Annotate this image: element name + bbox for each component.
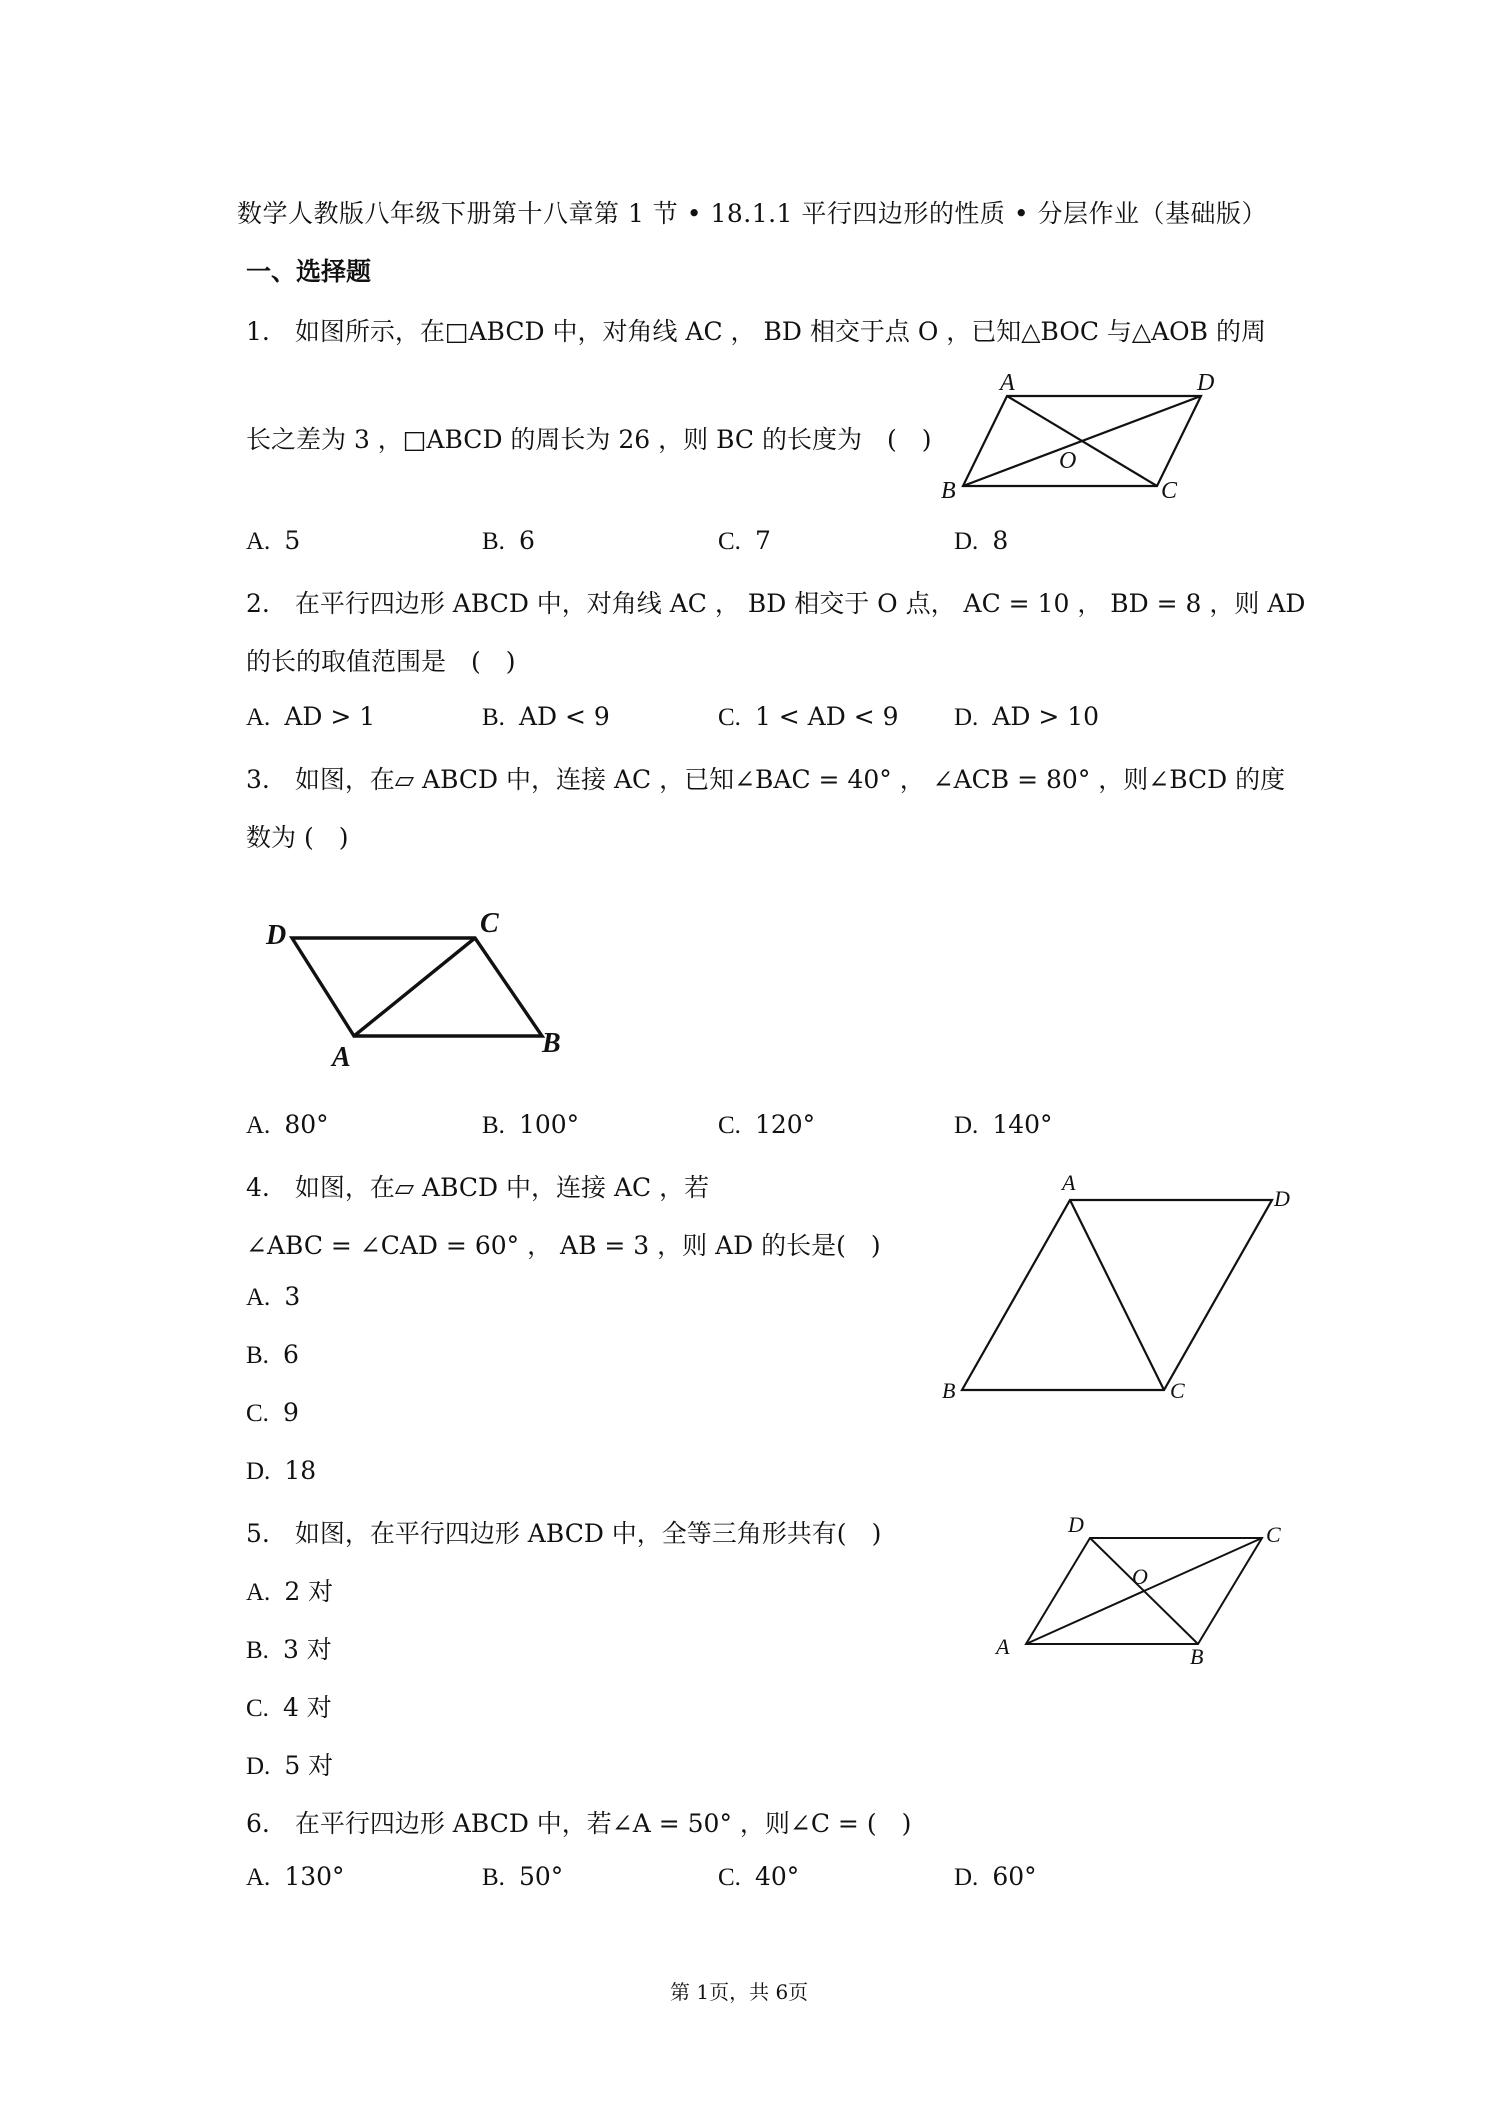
figure-1-label-a: A	[1000, 370, 1015, 396]
figure-5-label-c: C	[1266, 1522, 1281, 1547]
document-title: 数学人教版八年级下册第十八章第 1 节 • 18.1.1 平行四边形的性质 • 分层作业（基础版）	[237, 199, 1268, 228]
option-b[interactable]: B. 3 对	[246, 1635, 332, 1664]
option-a[interactable]: A. 80°	[246, 1110, 329, 1139]
option-b[interactable]: B. 6	[246, 1340, 299, 1369]
question-1-line-2: 长之差为 3 ，□ABCD 的周长为 26 ，则 BC 的长度为 ( )	[246, 425, 932, 454]
figure-3-label-d: D	[266, 920, 287, 951]
page-footer: 第 1页，共 6页	[670, 1980, 809, 2004]
option-d[interactable]: D. 60°	[954, 1862, 1037, 1891]
option-b[interactable]: B. 6	[482, 526, 535, 555]
option-c[interactable]: C. 1 < AD < 9	[718, 702, 899, 731]
figure-1-label-o: O	[1059, 448, 1077, 474]
option-b[interactable]: B. AD < 9	[482, 702, 610, 731]
figure-4-label-d: D	[1274, 1186, 1290, 1211]
figure-3-label-a: A	[332, 1042, 351, 1073]
figure-4-label-c: C	[1170, 1378, 1185, 1400]
figure-4-label-b: B	[942, 1378, 956, 1400]
question-4-line-1: 4. 如图，在▱ ABCD 中，连接 AC ，若	[246, 1173, 710, 1202]
question-5-figure	[990, 1510, 1310, 1670]
figure-3-label-b: B	[542, 1028, 561, 1059]
question-3-figure	[260, 900, 580, 1080]
option-c[interactable]: C. 4 对	[246, 1693, 332, 1722]
option-d[interactable]: D. AD > 10	[954, 702, 1100, 731]
figure-5-label-a: A	[996, 1634, 1010, 1659]
option-a[interactable]: A. 2 对	[246, 1577, 334, 1606]
figure-5-label-o: O	[1132, 1564, 1148, 1589]
question-2-line-2: 的长的取值范围是 ( )	[246, 647, 516, 676]
figure-5-label-b: B	[1190, 1644, 1204, 1669]
question-4-figure	[930, 1170, 1300, 1400]
option-b[interactable]: B. 50°	[482, 1862, 564, 1891]
option-d[interactable]: D. 8	[954, 526, 1009, 555]
option-a[interactable]: A. 3	[246, 1282, 301, 1311]
question-1-figure	[925, 368, 1225, 508]
question-2-line-1: 2. 在平行四边形 ABCD 中，对角线 AC ， BD 相交于 O 点， AC = 10 ， BD = 8 ，则 AD	[246, 589, 1306, 618]
option-a[interactable]: A. 130°	[246, 1862, 345, 1891]
figure-1-label-b: B	[941, 478, 956, 504]
figure-1-label-c: C	[1161, 478, 1178, 504]
question-1-line-1: 1. 如图所示，在□ABCD 中，对角线 AC ， BD 相交于点 O ，已知△BOC 与△AOB 的周	[246, 317, 1266, 346]
figure-3-label-c: C	[480, 908, 499, 939]
section-heading: 一、选择题	[246, 257, 372, 286]
option-b[interactable]: B. 100°	[482, 1110, 580, 1139]
option-d[interactable]: D. 5 对	[246, 1751, 334, 1780]
option-a[interactable]: A. 5	[246, 526, 301, 555]
question-3-line-1: 3. 如图，在▱ ABCD 中，连接 AC ，已知∠BAC = 40° ， ∠ACB = 80° ，则∠BCD 的度	[246, 765, 1286, 794]
option-c[interactable]: C. 40°	[718, 1862, 800, 1891]
question-6-line-1: 6. 在平行四边形 ABCD 中，若∠A = 50° ，则∠C = ( )	[246, 1809, 912, 1838]
option-c[interactable]: C. 9	[246, 1398, 299, 1427]
figure-5-label-d: D	[1068, 1512, 1084, 1537]
figure-1-label-d: D	[1197, 370, 1215, 396]
option-a[interactable]: A. AD > 1	[246, 702, 376, 731]
question-3-line-2: 数为 ( )	[246, 823, 349, 852]
option-d[interactable]: D. 18	[246, 1456, 317, 1485]
figure-4-label-a: A	[1062, 1170, 1076, 1195]
question-5-line-1: 5. 如图，在平行四边形 ABCD 中，全等三角形共有( )	[246, 1519, 882, 1548]
option-d[interactable]: D. 140°	[954, 1110, 1053, 1139]
question-4-line-2: ∠ABC = ∠CAD = 60° ， AB = 3 ，则 AD 的长是( )	[246, 1231, 881, 1260]
option-c[interactable]: C. 120°	[718, 1110, 816, 1139]
option-c[interactable]: C. 7	[718, 526, 771, 555]
